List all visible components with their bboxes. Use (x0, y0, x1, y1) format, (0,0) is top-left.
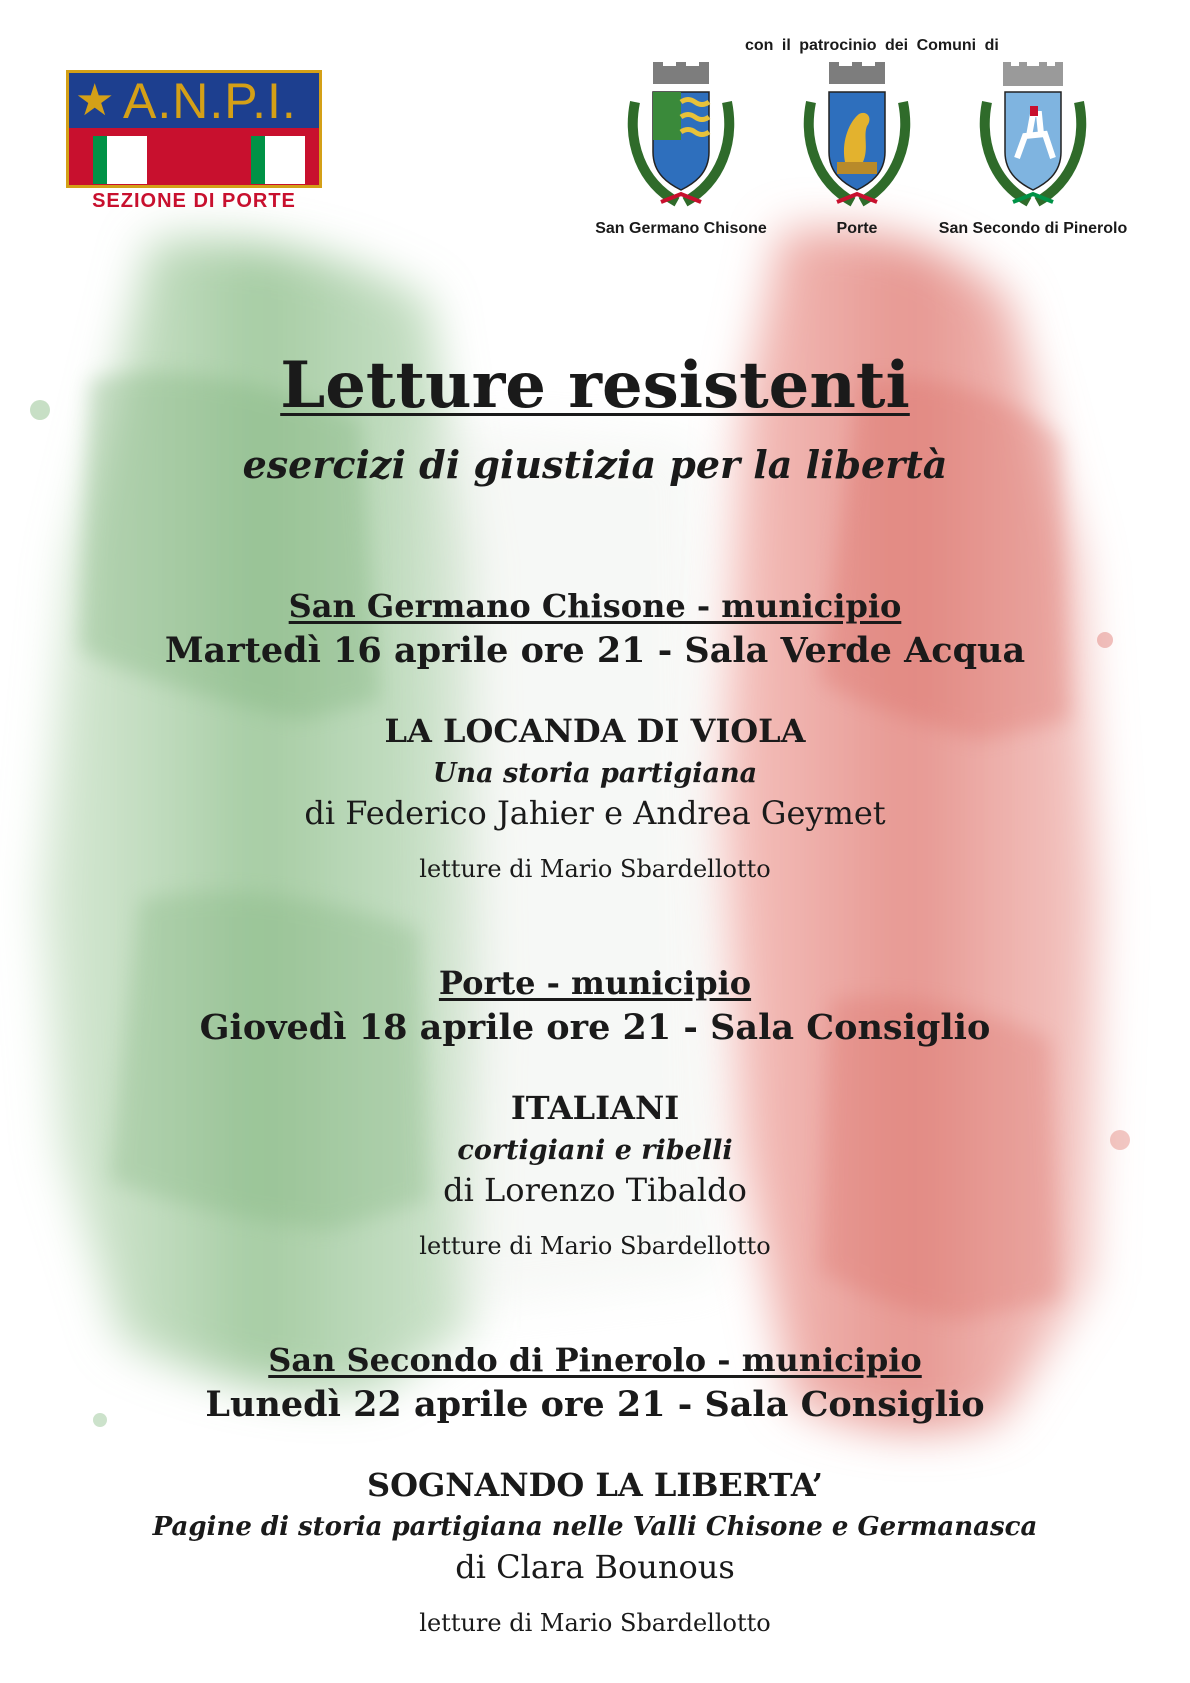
book-author: di Clara Bounous (455, 1548, 735, 1586)
municipality-label: San Secondo di Pinerolo (938, 220, 1128, 237)
coat-of-arms-icon (621, 62, 741, 212)
book-title: SOGNANDO LA LIBERTA’ (366, 1466, 824, 1504)
event-venue: San Germano Chisone - municipio (288, 587, 902, 625)
tricolor-stripes (69, 136, 319, 184)
book-author: di Lorenzo Tibaldo (443, 1171, 747, 1209)
book-subtitle: Una storia partigiana (432, 758, 758, 789)
reader-credit: letture di Mario Sbardellotto (419, 1609, 771, 1637)
coat-of-arms-icon (973, 62, 1093, 212)
poster-title: Letture resistenti (280, 348, 910, 423)
star-icon: ★ (75, 75, 115, 126)
anpi-logo-text: A.N.P.I. (123, 73, 297, 129)
crest-san-germano-chisone (581, 62, 781, 244)
patronage-text: con il patrocinio dei Comuni di (745, 37, 999, 54)
municipality-label: San Germano Chisone (595, 220, 767, 237)
event-venue: San Secondo di Pinerolo - municipio (268, 1341, 922, 1379)
event-datetime: Lunedì 22 aprile ore 21 - Sala Consiglio (205, 1384, 985, 1425)
reader-credit: letture di Mario Sbardellotto (419, 855, 771, 883)
crest-porte (757, 62, 957, 244)
event-datetime: Martedì 16 aprile ore 21 - Sala Verde Acqua (164, 630, 1026, 671)
book-subtitle: cortigiani e ribelli (457, 1135, 733, 1166)
poster-subtitle: esercizi di giustizia per la libertà (242, 442, 948, 487)
book-title: ITALIANI (510, 1089, 680, 1127)
event-datetime: Giovedì 18 aprile ore 21 - Sala Consiglio (199, 1007, 991, 1048)
book-title: LA LOCANDA DI VIOLA (384, 712, 806, 750)
anpi-logo (66, 70, 322, 218)
book-subtitle: Pagine di storia partigiana nelle Valli Chisone e Germanasca (152, 1512, 1038, 1542)
municipality-label: Porte (836, 220, 878, 237)
anpi-section-label: SEZIONE DI PORTE (92, 190, 296, 212)
reader-credit: letture di Mario Sbardellotto (419, 1232, 771, 1260)
event-venue: Porte - municipio (438, 964, 752, 1002)
coat-of-arms-icon (797, 62, 917, 212)
book-author: di Federico Jahier e Andrea Geymet (304, 794, 886, 832)
crest-san-secondo-di-pinerolo (933, 62, 1133, 244)
